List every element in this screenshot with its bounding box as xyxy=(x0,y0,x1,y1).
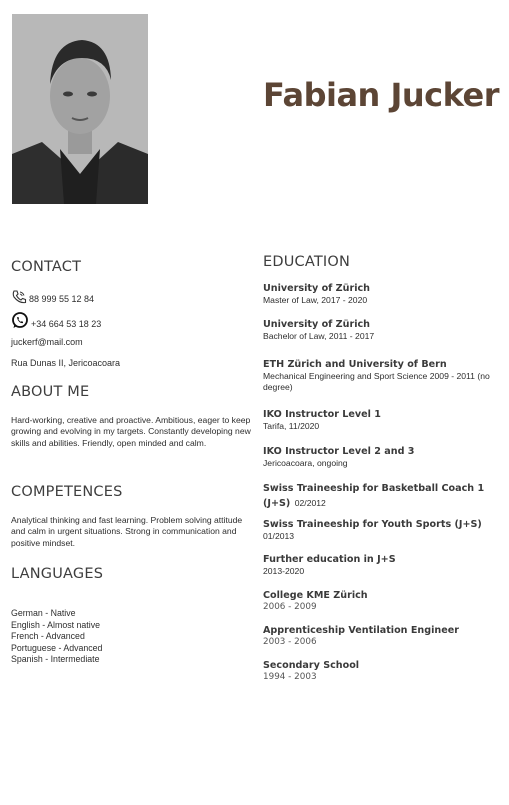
address-text: Rua Dunas II, Jericoacoara xyxy=(11,358,121,368)
education-detail: Mechanical Engineering and Sport Science 2009 - 2011 (no degree) xyxy=(263,371,490,392)
language-item: English - Almost native xyxy=(11,619,100,630)
education-title: Secondary School xyxy=(263,660,360,671)
education-detail: Jericoacoara, ongoing xyxy=(263,458,348,468)
language-item: Spanish - Intermediate xyxy=(11,654,100,665)
about-text: Hard-working, creative and proactive. Ambitious, eager to keep growing and evolving in my targets. Constantly developing new skills and abilities. Friendly, open minded and calm. xyxy=(11,415,251,448)
education-item xyxy=(263,624,503,648)
education-item xyxy=(263,282,503,306)
phone-icon xyxy=(11,290,29,304)
whatsapp-icon xyxy=(11,312,31,329)
education-heading: EDUCATION xyxy=(263,254,351,270)
education-title: IKO Instructor Level 1 xyxy=(263,409,381,420)
education-item xyxy=(263,408,503,432)
phone-row xyxy=(11,290,94,304)
education-detail: 2003 - 2006 xyxy=(263,637,317,647)
education-title: Apprenticeship Ventilation Engineer xyxy=(263,625,459,636)
competences-heading: COMPETENCES xyxy=(11,484,123,500)
language-item: French - Advanced xyxy=(11,631,85,642)
education-title: Swiss Traineeship for Youth Sports (J+S) xyxy=(263,519,482,530)
education-detail: Master of Law, 2017 - 2020 xyxy=(263,295,368,305)
competences-text: Analytical thinking and fast learning. Problem solving attitude and calm in urgent situations. Strong in communication and positive mindset. xyxy=(11,515,243,548)
whatsapp-row xyxy=(11,312,101,329)
education-item xyxy=(263,659,503,683)
education-item xyxy=(263,518,503,542)
languages-heading: LANGUAGES xyxy=(11,566,104,582)
education-detail: 2013-2020 xyxy=(263,566,305,576)
education-item xyxy=(263,480,495,510)
education-title: Swiss Traineeship for Basketball Coach 1 (J+S) xyxy=(263,483,485,509)
languages-list xyxy=(11,608,102,666)
education-item xyxy=(263,318,503,342)
language-item: German - Native xyxy=(11,608,76,618)
education-title: University of Zürich xyxy=(263,319,371,330)
education-title: University of Zürich xyxy=(263,283,371,294)
education-item xyxy=(263,358,503,393)
education-title: IKO Instructor Level 2 and 3 xyxy=(263,446,415,457)
education-item xyxy=(263,553,503,577)
contact-heading: CONTACT xyxy=(11,259,82,275)
about-heading: ABOUT ME xyxy=(11,384,90,400)
education-title: Further education in J+S xyxy=(263,554,396,565)
profile-photo xyxy=(12,14,148,204)
education-item xyxy=(263,589,503,613)
language-item: Portuguese - Advanced xyxy=(11,642,103,653)
education-detail: 02/2012 xyxy=(294,498,326,508)
education-item xyxy=(263,445,503,469)
education-detail: 01/2013 xyxy=(263,531,295,541)
whatsapp-number[interactable]: +34 664 53 18 23 xyxy=(31,319,102,329)
education-detail: 1994 - 2003 xyxy=(263,672,317,682)
education-title: ETH Zürich and University of Bern xyxy=(263,359,447,370)
phone-number[interactable]: 88 999 55 12 84 xyxy=(29,294,95,304)
education-detail: Bachelor of Law, 2011 - 2017 xyxy=(263,331,375,341)
email-link[interactable]: juckerf@mail.com xyxy=(11,337,83,347)
education-title: College KME Zürich xyxy=(263,590,368,601)
education-detail: Tarifa, 11/2020 xyxy=(263,421,320,431)
education-detail: 2006 - 2009 xyxy=(263,602,317,612)
person-name: Fabian Jucker xyxy=(263,76,500,114)
